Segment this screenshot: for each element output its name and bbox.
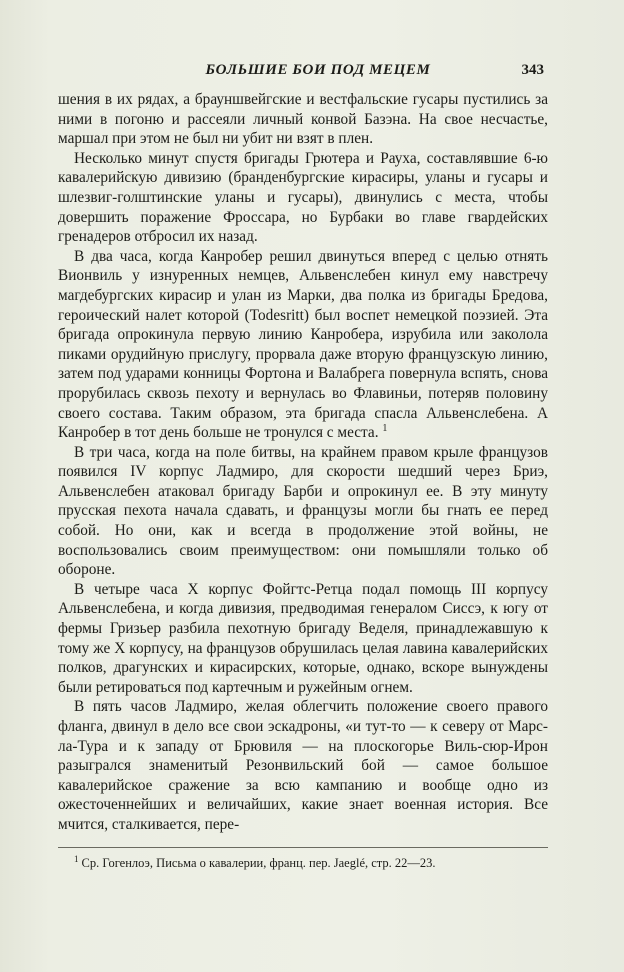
paragraph-text: В два часа, когда Канробер решил двинуться вперед с целью отнять Вионвиль у изнуренных немцев, Альвенслебен кинул ему навстречу магдебургских кирасир и улан из Марки, два полка из бригады Бредова, героический налет которой (Todesritt) был воспет немецкой поэзией. Эта бригада опрокинула первую линию Канробера, изрубила или заколола пиками орудийную прислугу, прорвала даже вторую французскую линию, затем под ударами конницы Фортона и Валабрега повернула вспять, снова прорубилась сквозь пехоту и вернулась во Флавиньи, потеряв половину своего состава. Таким образом, эта бригада спасла Альвенслебена. А Канробер в тот день больше не тронулся с места. [58, 247, 548, 442]
paragraph: Несколько минут спустя бригады Грютера и Рауха, составлявшие 6-ю кавалерийскую дивизию (бранденбургские кирасиры, уланы и гусары и шлезвиг-голштинские уланы и гусары), двинулись с места, чтобы довершить поражение Фроссара, но Бурбаки во главе гвардейских гренадеров отбросил их назад. [58, 149, 548, 246]
paragraph: шения в их рядах, а брауншвейгские и вестфальские гусары пустились за ними в погоню и рассеяли личный конвой Базэна. На свое несчастье, маршал при этом не был ни убит ни взят в плен. [58, 91, 548, 148]
page-header [58, 62, 544, 84]
paragraph: В пять часов Ладмиро, желая облегчить положение своего правого фланга, двинул в дело все свои эскадроны, «и тут-то — к северу от Марс-ла-Тура и к западу от Брювиля — на плоскогорье Виль-сюр-Ирон разыгрался знаменитый Резонвильский бой — самое большое кавалерийское сражение за всю кампанию и вообще одно из ожесточеннейших и величайших, какие знает военная история. Все мчится, сталкивается, пере- [58, 698, 548, 833]
page-number: 343 [521, 62, 544, 78]
footnote-mark: 1 [74, 853, 79, 864]
footnote-divider [58, 847, 548, 848]
footnote-text: Ср. Гогенлоэ, Письма о кавалерии, франц. пер. Jaeglé, стр. 22—23. [81, 856, 436, 870]
footnote [74, 855, 548, 871]
body-text [58, 90, 548, 835]
running-title: БОЛЬШИЕ БОИ ПОД МЕЦЕМ [205, 62, 431, 78]
footnote-reference: 1 [382, 423, 388, 434]
paragraph: В четыре часа X корпус Фойгтс-Ретца подал помощь III корпусу Альвенслебена, и когда дивизия, предводимая генералом Сиссэ, к югу от фермы Гризьер разбила пехотную бригаду Веделя, принадлежавшую к тому же X корпусу, на французов обрушилась целая лавина кавалерийских полков, драгунских и кирасирских, которые, однако, вскоре вынуждены были ретироваться под картечным и ружейным огнем. [58, 580, 548, 696]
paragraph [58, 247, 548, 443]
paragraph: В три часа, когда на поле битвы, на крайнем правом крыле французов появился IV корпус Ладмиро, для скорости шедший через Бриэ, Альвенслебен атаковал бригаду Барби и опрокинул ее. В эту минуту прусская пехота начала сдавать, и французы могли бы гнать ее перед собой. Но они, как и всегда в продолжение этой войны, не воспользовались своим преимуществом: они помышляли только об обороне. [58, 443, 548, 579]
